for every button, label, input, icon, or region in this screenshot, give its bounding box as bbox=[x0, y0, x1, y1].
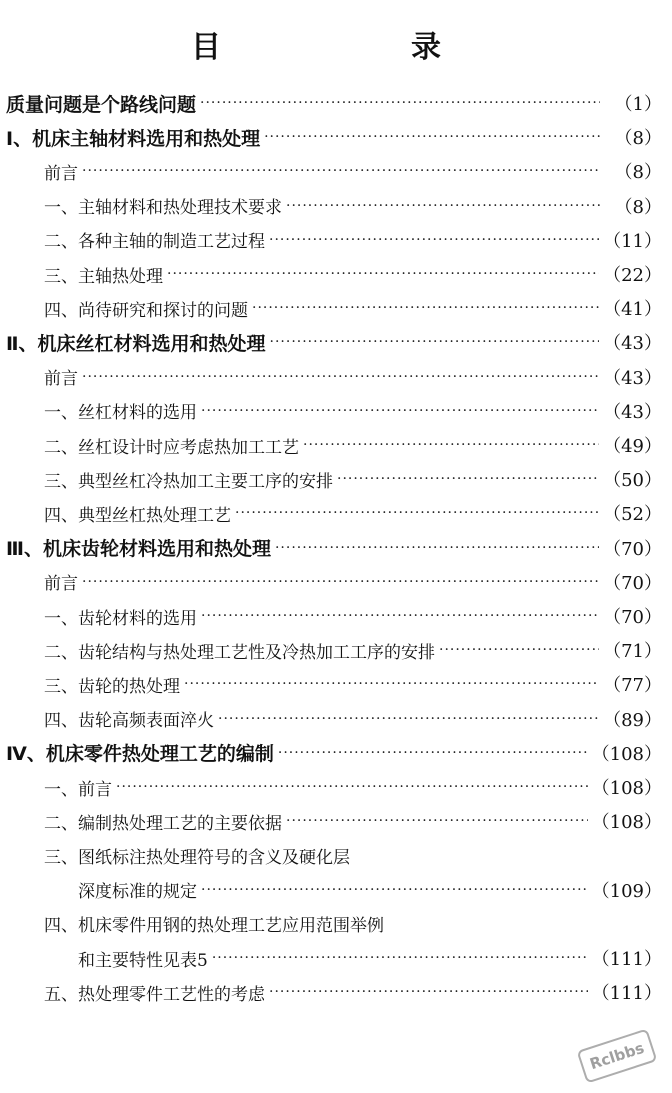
toc-entry-label: 二、编制热处理工艺的主要依据 bbox=[44, 813, 282, 834]
toc-page-number: （77） bbox=[603, 675, 662, 697]
dot-leader bbox=[167, 266, 599, 282]
dot-leader bbox=[264, 129, 600, 145]
toc-entry-label: Ⅲ、机床齿轮材料选用和热处理 bbox=[6, 538, 271, 561]
toc-section-entry bbox=[44, 223, 662, 257]
toc-section-entry bbox=[44, 565, 662, 599]
toc-entry-label: 质量问题是个路线问题 bbox=[6, 93, 197, 116]
toc-page-number: （11） bbox=[603, 230, 662, 252]
toc-entry-label: 三、主轴热处理 bbox=[44, 266, 163, 287]
toc-entry-label: 一、齿轮材料的选用 bbox=[44, 608, 197, 629]
dot-leader bbox=[201, 403, 599, 419]
toc-page-number: （8） bbox=[614, 162, 662, 184]
dot-leader bbox=[303, 437, 599, 453]
toc-entry-label: 二、齿轮结构与热处理工艺性及冷热加工工序的安排 bbox=[44, 642, 435, 663]
toc-page-number: （52） bbox=[603, 504, 662, 526]
toc-page-number: （43） bbox=[603, 333, 662, 355]
toc-entry-label: 三、典型丝杠冷热加工主要工序的安排 bbox=[44, 471, 333, 492]
toc-page-number: （89） bbox=[603, 709, 662, 731]
dot-leader bbox=[235, 505, 599, 521]
toc-page-number: （1） bbox=[614, 94, 662, 115]
toc-section-entry bbox=[44, 360, 662, 394]
toc-section-entry bbox=[44, 599, 662, 633]
toc-entry-label: 三、图纸标注热处理符号的含义及硬化层 bbox=[44, 847, 350, 868]
toc-page-number: （43） bbox=[603, 401, 662, 423]
dot-leader bbox=[286, 198, 600, 214]
toc-page-number: （108） bbox=[591, 812, 662, 834]
toc-page-number: （8） bbox=[614, 128, 662, 150]
toc-entry-label: 和主要特性见表5 bbox=[78, 950, 208, 971]
toc-page-number: （49） bbox=[603, 436, 662, 457]
toc-section-entry bbox=[44, 975, 662, 1009]
dot-leader bbox=[218, 711, 599, 727]
toc-entry-label: 一、主轴材料和热处理技术要求 bbox=[44, 198, 282, 219]
toc-page-number: （43） bbox=[603, 367, 662, 389]
dot-leader bbox=[116, 779, 588, 795]
watermark-stamp: Rclbbs bbox=[577, 1028, 658, 1083]
toc-chapter-entry bbox=[6, 531, 662, 565]
toc-entry-label: 前言 bbox=[44, 574, 78, 595]
toc-entry-label: 五、热处理零件工艺性的考虑 bbox=[44, 984, 265, 1005]
toc-page-number: （111） bbox=[591, 983, 662, 1005]
toc-page-number: （41） bbox=[603, 299, 662, 321]
toc-section-entry bbox=[44, 394, 662, 428]
dot-leader bbox=[82, 574, 599, 590]
toc-section-entry bbox=[44, 633, 662, 667]
toc-chapter-entry bbox=[6, 120, 662, 154]
toc-section-entry bbox=[44, 189, 662, 223]
toc-page-number: （50） bbox=[603, 470, 662, 492]
toc-chapter-entry bbox=[6, 736, 662, 770]
toc-page-number: （70） bbox=[603, 538, 662, 560]
dot-leader bbox=[269, 232, 599, 248]
toc-page-number: （8） bbox=[614, 196, 662, 218]
dot-leader bbox=[184, 676, 599, 692]
dot-leader bbox=[200, 95, 600, 111]
toc-entry-label: 三、齿轮的热处理 bbox=[44, 676, 180, 697]
toc-section-entry bbox=[44, 496, 662, 530]
toc-entry-label: 二、各种主轴的制造工艺过程 bbox=[44, 232, 265, 253]
dot-leader bbox=[270, 334, 600, 350]
toc-entry-label: 前言 bbox=[44, 163, 78, 184]
dot-leader bbox=[269, 984, 588, 1000]
toc-section-entry bbox=[44, 462, 662, 496]
toc-page-number: （70） bbox=[603, 607, 662, 628]
toc-section-entry bbox=[78, 941, 662, 975]
dot-leader bbox=[286, 813, 588, 829]
dot-leader bbox=[82, 163, 600, 179]
toc-section-entry bbox=[44, 428, 662, 462]
toc-entry-label: Ⅰ、机床主轴材料选用和热处理 bbox=[6, 127, 261, 150]
dot-leader bbox=[439, 642, 599, 658]
toc-page-number: （71） bbox=[603, 641, 662, 663]
toc-entry-label: Ⅱ、机床丝杠材料选用和热处理 bbox=[6, 332, 266, 355]
toc-page-number: （70） bbox=[603, 572, 662, 594]
toc-entry-label: 前言 bbox=[44, 369, 78, 390]
toc-entry-label: 深度标准的规定 bbox=[78, 882, 197, 903]
toc-section-entry bbox=[78, 873, 662, 907]
toc-section-entry bbox=[44, 291, 662, 325]
toc-section-entry bbox=[44, 770, 662, 804]
toc-entry-label: 四、齿轮高频表面淬火 bbox=[44, 711, 214, 732]
toc-entry-label: 四、典型丝杠热处理工艺 bbox=[44, 505, 231, 526]
toc-section-entry bbox=[44, 667, 662, 701]
toc-section-entry bbox=[44, 907, 384, 941]
toc-page-number: （111） bbox=[591, 949, 662, 970]
toc-section-entry bbox=[44, 257, 662, 291]
toc-entry-label: 四、尚待研究和探讨的问题 bbox=[44, 300, 248, 321]
toc-entry-label: 二、丝杠设计时应考虑热加工工艺 bbox=[44, 437, 299, 458]
dot-leader bbox=[212, 950, 588, 966]
toc-page-number: （109） bbox=[591, 880, 662, 902]
toc-section-entry bbox=[44, 838, 350, 872]
page-title: 目 录 bbox=[191, 30, 521, 65]
toc-entry-label: 一、丝杠材料的选用 bbox=[44, 403, 197, 424]
dot-leader bbox=[201, 882, 588, 898]
dot-leader bbox=[82, 369, 599, 385]
dot-leader bbox=[278, 745, 588, 761]
dot-leader bbox=[275, 540, 599, 556]
toc-entry-label: 四、机床零件用钢的热处理工艺应用范围举例 bbox=[44, 916, 384, 937]
toc-page-number: （108） bbox=[591, 778, 662, 799]
dot-leader bbox=[201, 608, 599, 624]
dot-leader bbox=[337, 471, 599, 487]
toc-entry-label: Ⅳ、机床零件热处理工艺的编制 bbox=[6, 743, 274, 766]
toc-section-entry bbox=[44, 804, 662, 838]
toc-page-number: （22） bbox=[603, 265, 662, 286]
toc-chapter-entry bbox=[6, 86, 662, 120]
toc-chapter-entry bbox=[6, 325, 662, 359]
dot-leader bbox=[252, 300, 599, 316]
toc-section-entry bbox=[44, 702, 662, 736]
toc-entry-label: 一、前言 bbox=[44, 779, 112, 800]
toc-page-number: （108） bbox=[591, 743, 662, 765]
toc-section-entry bbox=[44, 154, 662, 188]
